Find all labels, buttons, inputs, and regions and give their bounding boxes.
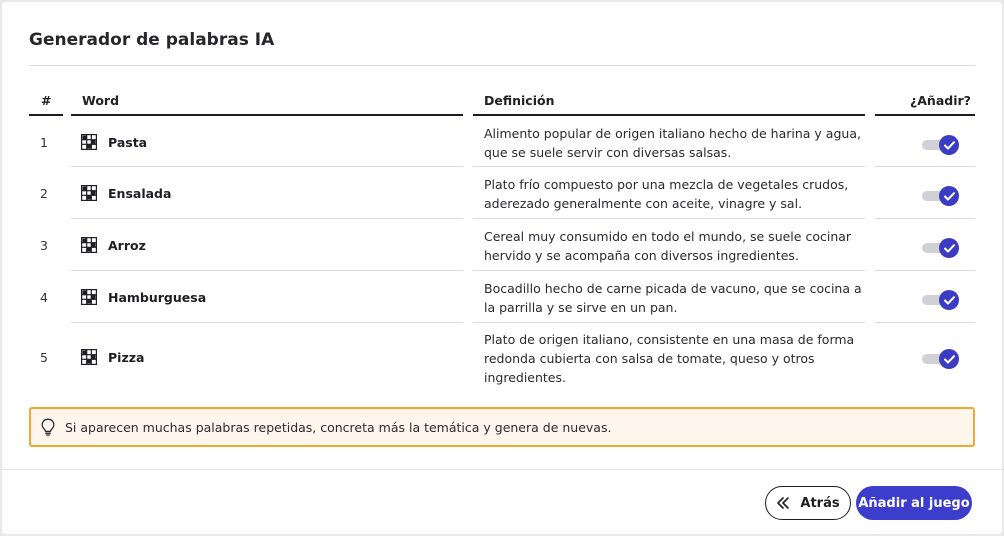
add-word-toggle[interactable]	[922, 186, 960, 206]
table-row	[2, 323, 1002, 395]
add-word-toggle[interactable]	[922, 349, 960, 369]
check-icon	[944, 296, 955, 305]
definition-text: Plato de origen italiano, consistente en una masa de forma redonda cubierta con salsa de tomate, queso y otros ingredientes.	[484, 332, 855, 385]
double-chevron-left-icon	[776, 497, 790, 509]
table-row	[2, 167, 1002, 219]
row-number: 5	[40, 350, 48, 365]
table-row	[2, 271, 1002, 323]
modal-title: Generador de palabras IA	[29, 30, 275, 50]
crossword-grid-icon	[81, 185, 97, 201]
col-header-number: #	[41, 93, 52, 108]
col-header-word: Word	[82, 93, 120, 108]
definition-text: Bocadillo hecho de carne picada de vacuno, que se cocina a la parrilla y se sirve en un pan.	[484, 281, 862, 315]
row-number: 1	[40, 135, 48, 150]
back-button-label: Atrás	[800, 495, 840, 511]
crossword-grid-icon	[81, 349, 97, 365]
definition-text: Alimento popular de origen italiano hecho de harina y agua, que se suele servir con diversas salsas.	[484, 126, 861, 160]
add-word-toggle[interactable]	[922, 290, 960, 310]
word-cell	[81, 349, 144, 365]
tip-text: Si aparecen muchas palabras repetidas, concreta más la temática y genera de nuevas.	[65, 419, 612, 435]
word-text: Arroz	[108, 237, 146, 253]
word-text: Pasta	[108, 134, 148, 150]
row-number: 4	[40, 290, 48, 305]
word-cell	[81, 134, 147, 150]
definition-text: Cereal muy consumido en todo el mundo, se suele cocinar hervido y se acompaña con diversos ingredientes.	[484, 229, 852, 263]
add-to-game-button-label: Añadir al juego	[858, 495, 970, 511]
toggle-knob	[939, 186, 959, 206]
col-header-definition: Definición	[484, 93, 555, 108]
check-icon	[944, 141, 955, 150]
back-button[interactable]	[765, 486, 851, 520]
word-text: Hamburguesa	[108, 289, 207, 305]
lightbulb-icon	[41, 418, 55, 436]
col-header-add: ¿Añadir?	[910, 93, 971, 108]
definition-text: Plato frío compuesto por una mezcla de vegetales crudos, aderezado generalmente con aceite, vinagre y sal.	[484, 177, 849, 211]
word-text: Pizza	[108, 349, 145, 365]
table-row	[2, 116, 1002, 168]
check-icon	[944, 244, 955, 253]
tip-banner	[29, 407, 975, 447]
add-to-game-button[interactable]	[856, 486, 972, 520]
table-row	[2, 219, 1002, 271]
crossword-grid-icon	[81, 134, 97, 150]
crossword-grid-icon	[81, 237, 97, 253]
word-cell	[81, 185, 171, 201]
row-number: 3	[40, 238, 48, 253]
ai-word-generator-modal	[2, 2, 1002, 534]
toggle-knob	[939, 135, 959, 155]
toggle-knob	[939, 349, 959, 369]
add-word-toggle[interactable]	[922, 238, 960, 258]
toggle-knob	[939, 290, 959, 310]
row-number: 2	[40, 186, 48, 201]
crossword-grid-icon	[81, 289, 97, 305]
toggle-knob	[939, 238, 959, 258]
check-icon	[944, 355, 955, 364]
add-word-toggle[interactable]	[922, 135, 960, 155]
check-icon	[944, 192, 955, 201]
title-divider	[29, 65, 975, 66]
word-text: Ensalada	[108, 185, 172, 201]
footer-divider	[2, 469, 1002, 470]
word-cell	[81, 289, 206, 305]
word-cell	[81, 237, 146, 253]
